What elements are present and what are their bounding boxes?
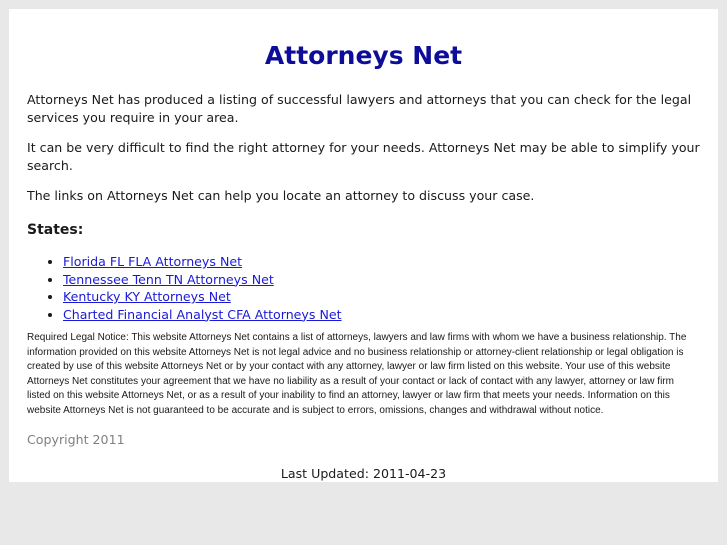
list-item — [63, 271, 700, 289]
last-updated-text: Last Updated: 2011-04-23 — [280, 465, 447, 481]
state-link-tennessee[interactable]: Tennessee Tenn TN Attorneys Net — [63, 271, 274, 287]
intro-paragraph-3: The links on Attorneys Net can help you locate an attorney to discuss your case. — [27, 188, 535, 203]
intro-paragraph-1: Attorneys Net has produced a listing of successful lawyers and attorneys that you can check for the legal services you require in your area. — [27, 92, 692, 125]
page-title: Attorneys Net — [264, 41, 463, 70]
main-content — [27, 91, 700, 483]
list-item — [63, 253, 700, 271]
copyright-text: Copyright 2011 — [27, 431, 125, 447]
state-link-kentucky[interactable]: Kentucky KY Attorneys Net — [63, 289, 231, 304]
legal-notice: Required Legal Notice: This website Attorneys Net contains a list of attorneys, lawyers and law firms with whom we have a business relationship. The information provided on this website Attorneys Net is not legal advice and no business relationship or attorney-client relationship or legal obligation is created by use of this website Attorneys Net or by your contact with any attorney, lawyer or law firm listed on this website. Your use of this website Attorneys Net constitutes your agreement that we have no liability as a result of your contact or lack of contact with any lawyer, attorney or law firm listed on this website Attorneys Net, or as a result of your inability to find an attorney, lawyer or law firm that meets your needs. Information on this website Attorneys Net is not guaranteed to be accurate and is subject to errors, omissions, changes and withdrawal without notice. — [27, 332, 687, 416]
state-link-florida[interactable]: Florida FL FLA Attorneys Net — [63, 254, 243, 269]
list-item — [63, 288, 700, 306]
states-list — [27, 253, 700, 323]
states-heading: States: — [27, 222, 84, 238]
page-container — [9, 9, 718, 482]
cfa-link[interactable]: Charted Financial Analyst CFA Attorneys Net — [63, 306, 342, 322]
intro-paragraph-2: It can be very difficult to find the right attorney for your needs. Attorneys Net may be able to simplify your search. — [27, 140, 700, 173]
list-item — [63, 306, 700, 324]
